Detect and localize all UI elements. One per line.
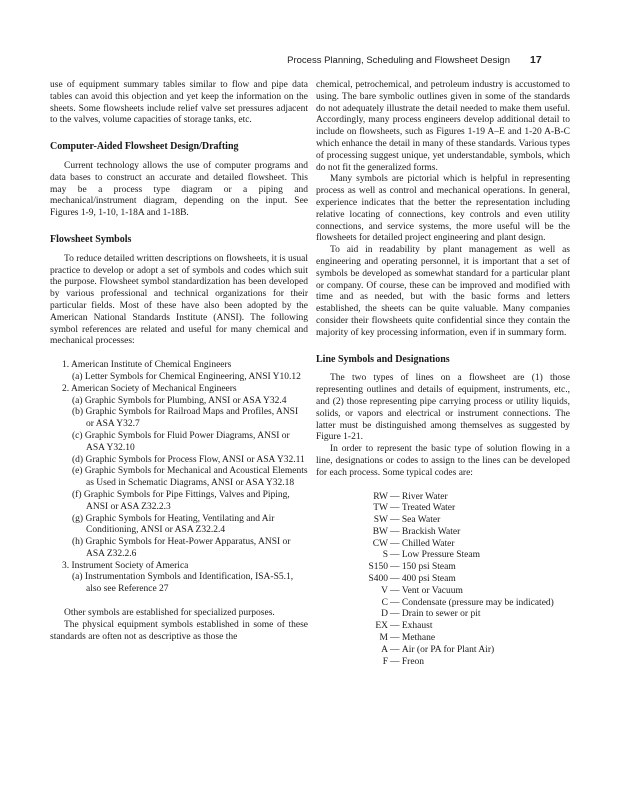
code-desc: 150 psi Steam [401, 562, 456, 573]
code-key: S400 [368, 574, 388, 585]
code-key: TW [373, 503, 388, 514]
section-heading-flowsheet-symbols: Flowsheet Symbols [50, 233, 132, 245]
code-row: S — Low Pressure Steam [316, 550, 570, 562]
code-desc: River Water [401, 491, 448, 502]
list-subitem: (a) Letter Symbols for Chemical Engineering, ANSI Y10.12 [72, 371, 301, 382]
code-key: RW [373, 491, 388, 502]
paragraph: Current technology allows the use of computer programs and data bases to construct an accurate and detailed flowsheet. This may be a process type diagram or a piping and mechanical/instrument diagram, depending on the input. See Figures 1-9, 1-10, 1-18A and 1-18B. [50, 160, 308, 219]
code-desc: Sea Water [401, 515, 441, 526]
list-subitem: (a) Graphic Symbols for Plumbing, ANSI or ASA Y32.4 [72, 395, 287, 406]
code-desc: Condensate (pressure may be indicated) [401, 597, 554, 608]
paragraph: Many symbols are pictorial which is helpful in representing process as well as control and mechanical operations. In general, experience indicates that the better the representation including relative locating of connections, key controls and even utility connections, and service systems, the more useful will be the flowsheets for detailed project engineering and plant design. [316, 174, 570, 244]
code-desc: Drain to sewer or pit [401, 609, 481, 620]
symbol-reference-list [50, 360, 308, 596]
code-row: S400 — 400 psi Steam [316, 574, 570, 586]
intro-paragraph: use of equipment summary tables similar to flow and pipe data tables can avoid this objection and yet keep the information on the sheets. Some flowsheets include relief valve set pressures adjacent to the valves, volume capacities of storage tanks, etc. [50, 80, 308, 126]
paragraph: The two types of lines on a flowsheet are (1) those representing outlines and details of equipment, instruments, etc., and (2) those representing pipe carrying process or utility liquids, solids, or vapors and electrical or instrument connections. The latter must be distinguished among themselves as suggested by Figure 1-21. [316, 373, 570, 443]
code-key: BW [372, 526, 388, 537]
code-row: M — Methane [316, 633, 570, 645]
code-desc: Chilled Water [401, 538, 455, 549]
code-desc: Air (or PA for Plant Air) [401, 644, 495, 655]
code-desc: Exhaust [401, 621, 433, 632]
paragraph: The physical equipment symbols established in some of these standards are often not as descriptive as those the [50, 619, 308, 642]
list-subitem: (h) Graphic Symbols for Heat-Power Apparatus, ANSI or ASA Z32.2.6 [72, 537, 291, 559]
code-desc: Brackish Water [401, 526, 461, 537]
list-item: 3. Instrument Society of America [62, 560, 189, 571]
list-item: 2. American Society of Mechanical Engineers [62, 383, 237, 394]
line-code-list [316, 492, 570, 669]
paragraph: chemical, petrochemical, and petroleum industry is accustomed to using. The bare symbolic outlines given in some of the standards do not adequately illustrate the detail needed to make them useful. Accordingly, many process engineers develop additional detail to include on flowsheets, such as Figures 1-19 A–E and 1-20 A-B-C which enhance the detail in many of these standards. Various types of processing suggest unique, yet understandable, symbols, which do not fit the generalized forms. [316, 80, 570, 173]
code-row: F — Freon [316, 657, 570, 669]
list-subitem: (c) Graphic Symbols for Fluid Power Diagrams, ANSI or ASA Y32.10 [72, 430, 290, 453]
list-item: 1. American Institute of Chemical Engineers [62, 360, 232, 371]
code-row: EX — Exhaust [316, 621, 570, 633]
code-row: C — Condensate (pressure may be indicated) [316, 598, 570, 610]
running-header: Process Planning, Scheduling and Flowsheet Design [287, 55, 510, 66]
paragraph: To aid in readability by plant management as well as engineering and operating personnel, it is important that a set of symbols be developed as somewhat standard for a particular plant or company. Of course, these can be improved and modified with time and as needed, but with the basic forms and letters established, the sheets can be quite valuable. Many companies consider their flowsheets quite confidential since they contain the majority of key processing information, even if in summary form. [316, 245, 570, 338]
code-row: D — Drain to sewer or pit [316, 609, 570, 621]
code-row: SW — Sea Water [316, 515, 570, 527]
list-subitem: (e) Graphic Symbols for Mechanical and Acoustical Elements as Used in Schematic Diagrams, ANSI or ASA Y32.18 [72, 466, 308, 489]
code-desc: Vent or Vacuum [401, 585, 463, 596]
code-row: BW — Brackish Water [316, 527, 570, 539]
code-key: SW [373, 515, 388, 526]
code-key: F [382, 656, 388, 667]
code-desc: Freon [401, 656, 425, 667]
code-key: EX [375, 621, 388, 632]
code-key: D [381, 609, 388, 620]
code-row: V — Vent or Vacuum [316, 586, 570, 598]
code-key: V [381, 585, 388, 596]
code-key: S [382, 550, 388, 561]
code-row: CW — Chilled Water [316, 539, 570, 551]
right-column [316, 80, 570, 668]
paragraph: To reduce detailed written descriptions on flowsheets, it is usual practice to develop or adopt a set of symbols and codes which suit the purpose. Flowsheet symbol standardization has been developed by various professional and technical organizations for their particular fields. Most of these have also been adopted by the American National Standards Institute (ANSI). The following symbol references are related and useful for many chemical and mechanical processes: [50, 253, 308, 347]
paragraph: Other symbols are established for specialized purposes. [64, 608, 275, 619]
list-subitem: (g) Graphic Symbols for Heating, Ventilating and Air Conditioning, ANSI or ASA Z32.2.4 [72, 513, 275, 536]
code-key: A [381, 644, 388, 655]
code-row: A — Air (or PA for Plant Air) [316, 645, 570, 657]
code-row: RW — River Water [316, 492, 570, 504]
code-row: S150 — 150 psi Steam [316, 562, 570, 574]
list-subitem: (d) Graphic Symbols for Process Flow, ANSI or ASA Y32.11 [72, 454, 305, 465]
code-desc: Methane [401, 633, 436, 644]
section-heading-computer-aided: Computer-Aided Flowsheet Design/Drafting [50, 141, 239, 153]
code-key: M [379, 633, 388, 644]
list-subitem: (b) Graphic Symbols for Railroad Maps and Profiles, ANSI or ASA Y32.7 [72, 407, 299, 430]
page-number: 17 [530, 54, 542, 66]
code-key: S150 [368, 562, 388, 573]
list-subitem: (f) Graphic Symbols for Pipe Fittings, Valves and Piping, ANSI or ASA Z32.2.3 [72, 489, 290, 512]
left-column [50, 80, 308, 643]
code-key: CW [372, 538, 388, 549]
code-row: TW — Treated Water [316, 503, 570, 515]
code-desc: Treated Water [401, 503, 456, 514]
paragraph: In order to represent the basic type of solution flowing in a line, designations or codes to assign to the lines can be developed for each process. Some typical codes are: [316, 444, 570, 478]
list-subitem: (a) Instrumentation Symbols and Identification, ISA-S5.1, also see Reference 27 [72, 572, 294, 595]
code-key: C [381, 597, 388, 608]
section-heading-line-symbols: Line Symbols and Designations [316, 353, 450, 365]
code-desc: Low Pressure Steam [401, 550, 480, 561]
code-desc: 400 psi Steam [401, 574, 456, 585]
